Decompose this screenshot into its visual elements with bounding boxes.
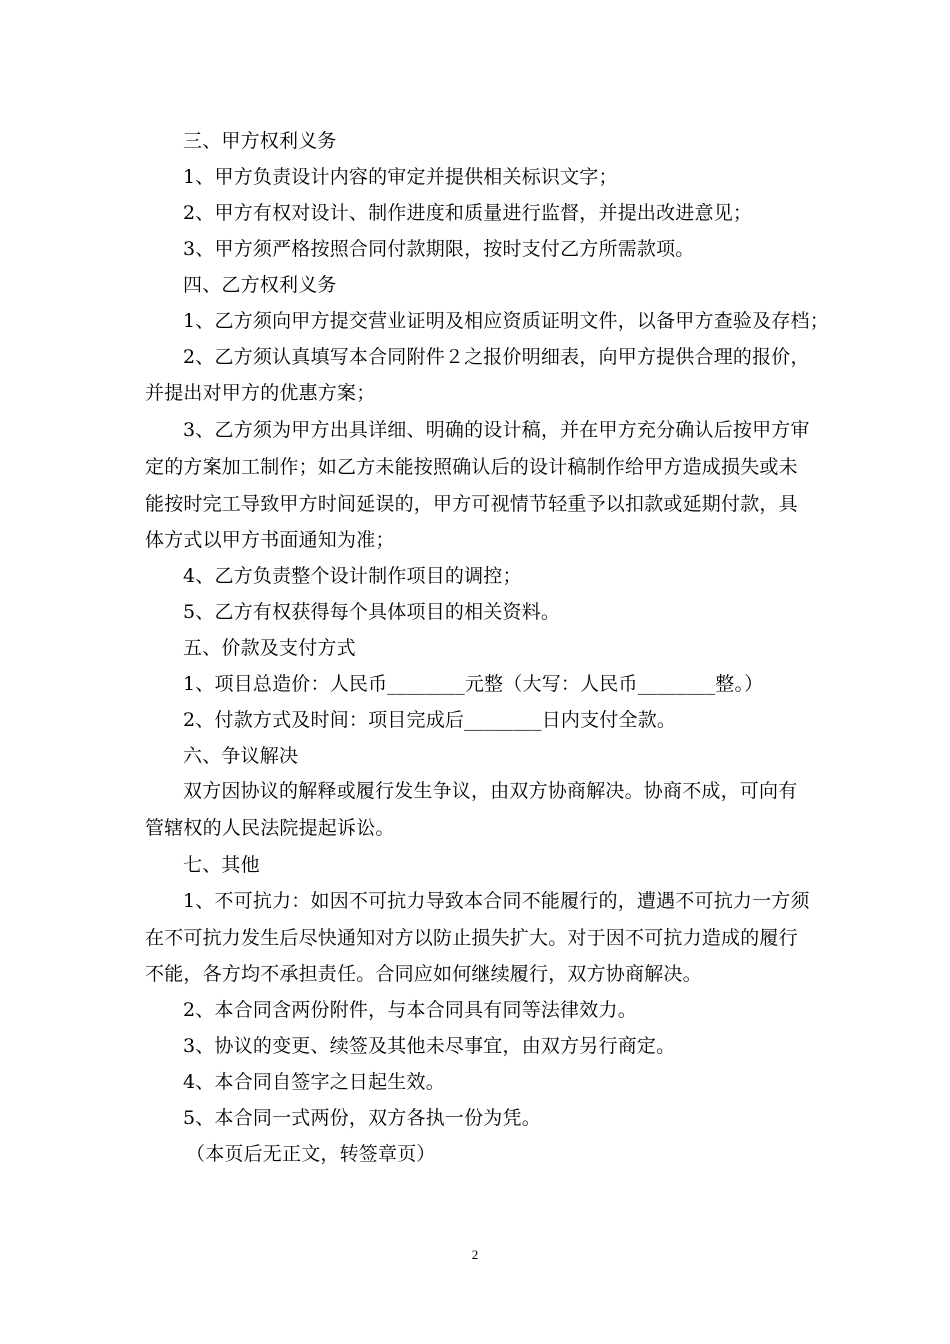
- section3-item-3: 3、甲方须严格按照合同付款期限，按时支付乙方所需款项。: [183, 238, 695, 260]
- section7-item-2: 2、本合同含两份附件，与本合同具有同等法律效力。: [183, 999, 637, 1021]
- section7-heading: 七、其他: [183, 854, 260, 876]
- section6-body-line-2: 管辖权的人民法院提起诉讼。: [145, 817, 395, 839]
- section4-item-2-line-1: 2、乙方须认真填写本合同附件２之报价明细表，向甲方提供合理的报价，: [183, 346, 810, 368]
- section3-item-1: 1、甲方负责设计内容的审定并提供相关标识文字；: [183, 166, 618, 188]
- section6-body-line-1: 双方因协议的解释或履行发生争议，由双方协商解决。协商不成，可向有: [183, 780, 798, 802]
- section4-item-3-line-4: 体方式以甲方书面通知为准；: [145, 529, 395, 551]
- section4-item-5: 5、乙方有权获得每个具体项目的相关资料。: [183, 601, 561, 623]
- page-number: 2: [471, 1247, 479, 1262]
- section5-item-1: 1、项目总造价：人民币________元整（大写：人民币________整。）: [183, 673, 764, 695]
- section7-item-5: 5、本合同一式两份，双方各执一份为凭。: [183, 1107, 541, 1129]
- section4-item-4: 4、乙方负责整个设计制作项目的调控；: [183, 565, 522, 587]
- section4-item-1: 1、乙方须向甲方提交营业证明及相应资质证明文件，以备甲方查验及存档；: [183, 310, 829, 332]
- section7-item-1-line-2: 在不可抗力发生后尽快通知对方以防止损失扩大。对于因不可抗力造成的履行: [145, 927, 798, 949]
- section3-item-2: 2、甲方有权对设计、制作进度和质量进行监督，并提出改进意见；: [183, 202, 753, 224]
- section7-item-4: 4、本合同自签字之日起生效。: [183, 1071, 445, 1093]
- section4-heading: 四、乙方权利义务: [183, 274, 337, 296]
- section4-item-2-line-2: 并提出对甲方的优惠方案；: [145, 382, 376, 404]
- section5-item-2: 2、付款方式及时间：项目完成后________日内支付全款。: [183, 709, 677, 731]
- section5-heading: 五、价款及支付方式: [183, 637, 356, 659]
- end-note: （本页后无正文，转签章页）: [186, 1143, 436, 1165]
- section7-item-1-line-3: 不能，各方均不承担责任。合同应如何继续履行，双方协商解决。: [145, 963, 702, 985]
- section7-item-3: 3、协议的变更、续签及其他未尽事宜，由双方另行商定。: [183, 1035, 676, 1057]
- section6-heading: 六、争议解决: [183, 745, 299, 767]
- section3-heading: 三、甲方权利义务: [183, 130, 337, 152]
- section4-item-3-line-2: 定的方案加工制作；如乙方未能按照确认后的设计稿制作给甲方造成损失或未: [145, 456, 798, 478]
- section4-item-3-line-1: 3、乙方须为甲方出具详细、明确的设计稿，并在甲方充分确认后按甲方审: [183, 419, 810, 441]
- section4-item-3-line-3: 能按时完工导致甲方时间延误的，甲方可视情节轻重予以扣款或延期付款，具: [145, 493, 798, 515]
- section7-item-1-line-1: 1、不可抗力：如因不可抗力导致本合同不能履行的，遭遇不可抗力一方须: [183, 890, 810, 912]
